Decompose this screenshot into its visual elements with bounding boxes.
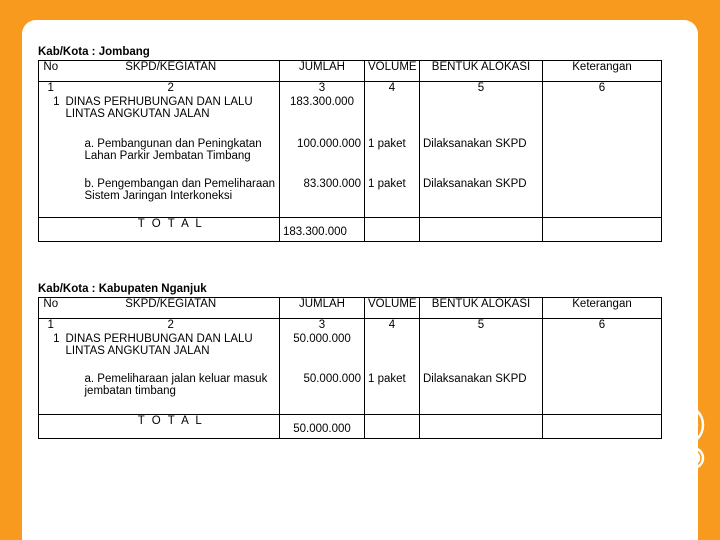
header-jumlah: JUMLAH <box>280 298 365 319</box>
header-bentuk-alokasi: BENTUK ALOKASI <box>420 61 543 82</box>
total-amount: 183.300.000 <box>280 218 365 242</box>
header-keterangan: Keterangan <box>543 298 662 319</box>
header-no: No <box>39 61 63 82</box>
header-no: No <box>39 298 63 319</box>
header-volume: VOLUME <box>365 61 420 82</box>
colnum-6: 6 <box>543 319 662 333</box>
dept-no: 1 <box>39 96 63 138</box>
colnum-3: 3 <box>280 82 365 96</box>
colnum-3: 3 <box>280 319 365 333</box>
total-label: T O T A L <box>63 415 280 439</box>
header-jumlah: JUMLAH <box>280 61 365 82</box>
item-name: a. Pemeliharaan jalan keluar masuk jembatan timbang <box>63 373 280 415</box>
table-jombang <box>38 60 662 242</box>
item-volume: 1 paket <box>365 138 420 178</box>
table2-caption: Kab/Kota : Kabupaten Nganjuk <box>38 283 207 295</box>
colnum-5: 5 <box>420 82 543 96</box>
colnum-6: 6 <box>543 82 662 96</box>
item-amount: 50.000.000 <box>280 373 365 415</box>
item-alokasi: Dilaksanakan SKPD <box>420 178 543 218</box>
dept-amount: 50.000.000 <box>280 333 365 373</box>
table-nganjuk <box>38 297 662 439</box>
colnum-4: 4 <box>365 319 420 333</box>
colnum-1: 1 <box>39 82 63 96</box>
header-kegiatan: SKPD/KEGIATAN <box>63 298 280 319</box>
colnum-2: 2 <box>63 82 280 96</box>
colnum-4: 4 <box>365 82 420 96</box>
item-volume: 1 paket <box>365 373 420 415</box>
item-alokasi: Dilaksanakan SKPD <box>420 138 543 178</box>
item-amount: 100.000.000 <box>280 138 365 178</box>
table1-caption: Kab/Kota : Jombang <box>38 46 150 58</box>
item-volume: 1 paket <box>365 178 420 218</box>
colnum-2: 2 <box>63 319 280 333</box>
colnum-5: 5 <box>420 319 543 333</box>
item-alokasi: Dilaksanakan SKPD <box>420 373 543 415</box>
total-label: T O T A L <box>63 218 280 242</box>
header-keterangan: Keterangan <box>543 61 662 82</box>
item-name: b. Pengembangan dan Pemeliharaan Sistem Jaringan Interkoneksi <box>63 178 280 218</box>
header-bentuk-alokasi: BENTUK ALOKASI <box>420 298 543 319</box>
total-amount: 50.000.000 <box>280 415 365 439</box>
header-kegiatan: SKPD/KEGIATAN <box>63 61 280 82</box>
item-name: a. Pembangunan dan Peningkatan Lahan Parkir Jembatan Timbang <box>63 138 280 178</box>
item-amount: 83.300.000 <box>280 178 365 218</box>
dept-name: DINAS PERHUBUNGAN DAN LALU LINTAS ANGKUTAN JALAN <box>63 333 280 373</box>
header-volume: VOLUME <box>365 298 420 319</box>
dept-amount: 183.300.000 <box>280 96 365 138</box>
colnum-1: 1 <box>39 319 63 333</box>
dept-name: DINAS PERHUBUNGAN DAN LALU LINTAS ANGKUTAN JALAN <box>63 96 280 138</box>
dept-no: 1 <box>39 333 63 373</box>
